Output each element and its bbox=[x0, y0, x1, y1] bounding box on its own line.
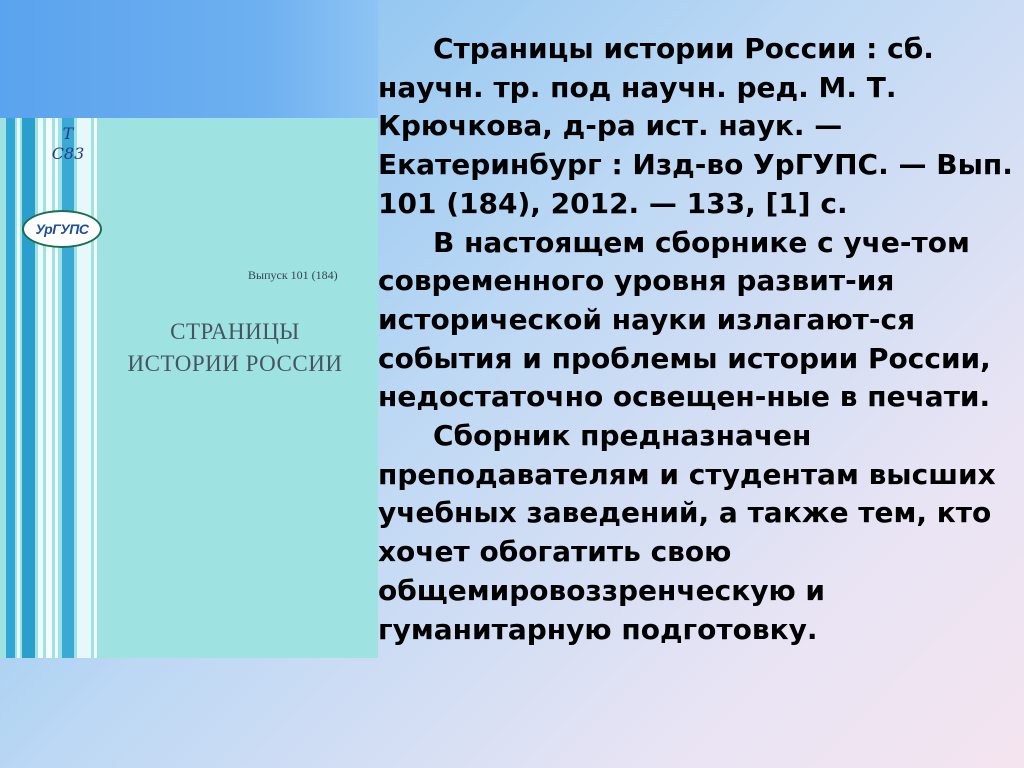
cover-title bbox=[100, 316, 370, 380]
publisher-logo-text: УрГУПС bbox=[35, 221, 89, 237]
description-paragraph-content: В настоящем сборнике с уче-том современного уровня развит-ия исторической науки излагают-ся события и проблемы истории России, недостаточно освещен-ные в печати. bbox=[378, 225, 991, 414]
book-description bbox=[378, 30, 1018, 649]
cover-stripe bbox=[22, 118, 35, 658]
publisher-logo bbox=[22, 210, 102, 248]
cover-stripe bbox=[94, 118, 97, 658]
call-number-line-1: Т bbox=[62, 124, 74, 143]
cover-stripe bbox=[17, 118, 20, 658]
cover-title-line-1: СТРАНИЦЫ bbox=[170, 319, 300, 344]
library-call-number bbox=[48, 124, 88, 164]
accent-block bbox=[0, 0, 378, 118]
cover-stripe bbox=[6, 118, 15, 658]
cover-stripe bbox=[38, 118, 43, 658]
book-cover-image bbox=[0, 118, 378, 658]
cover-stripe bbox=[46, 118, 52, 658]
cover-stripe bbox=[62, 118, 74, 658]
cover-stripe bbox=[55, 118, 58, 658]
call-number-line-2: С83 bbox=[51, 144, 85, 163]
cover-title-line-2: ИСТОРИИ РОССИИ bbox=[127, 351, 343, 376]
description-paragraph-audience: Сборник предназначен преподавателям и студентам высших учебных заведений, а также тем, кто хочет обогатить свою общемировоззренческую и гуманитарную подготовку. bbox=[378, 419, 996, 646]
cover-issue-label: Выпуск 101 (184) bbox=[248, 268, 338, 282]
bibliographic-reference: Страницы истории России : сб. научн. тр. под научн. ред. М. Т. Крючкова, д-ра ист. наук. — Екатеринбург : Изд-во УрГУПС. — Вып. 101 (184), 2012. — 133, [1] с. bbox=[378, 32, 1013, 220]
cover-stripe bbox=[77, 118, 91, 658]
